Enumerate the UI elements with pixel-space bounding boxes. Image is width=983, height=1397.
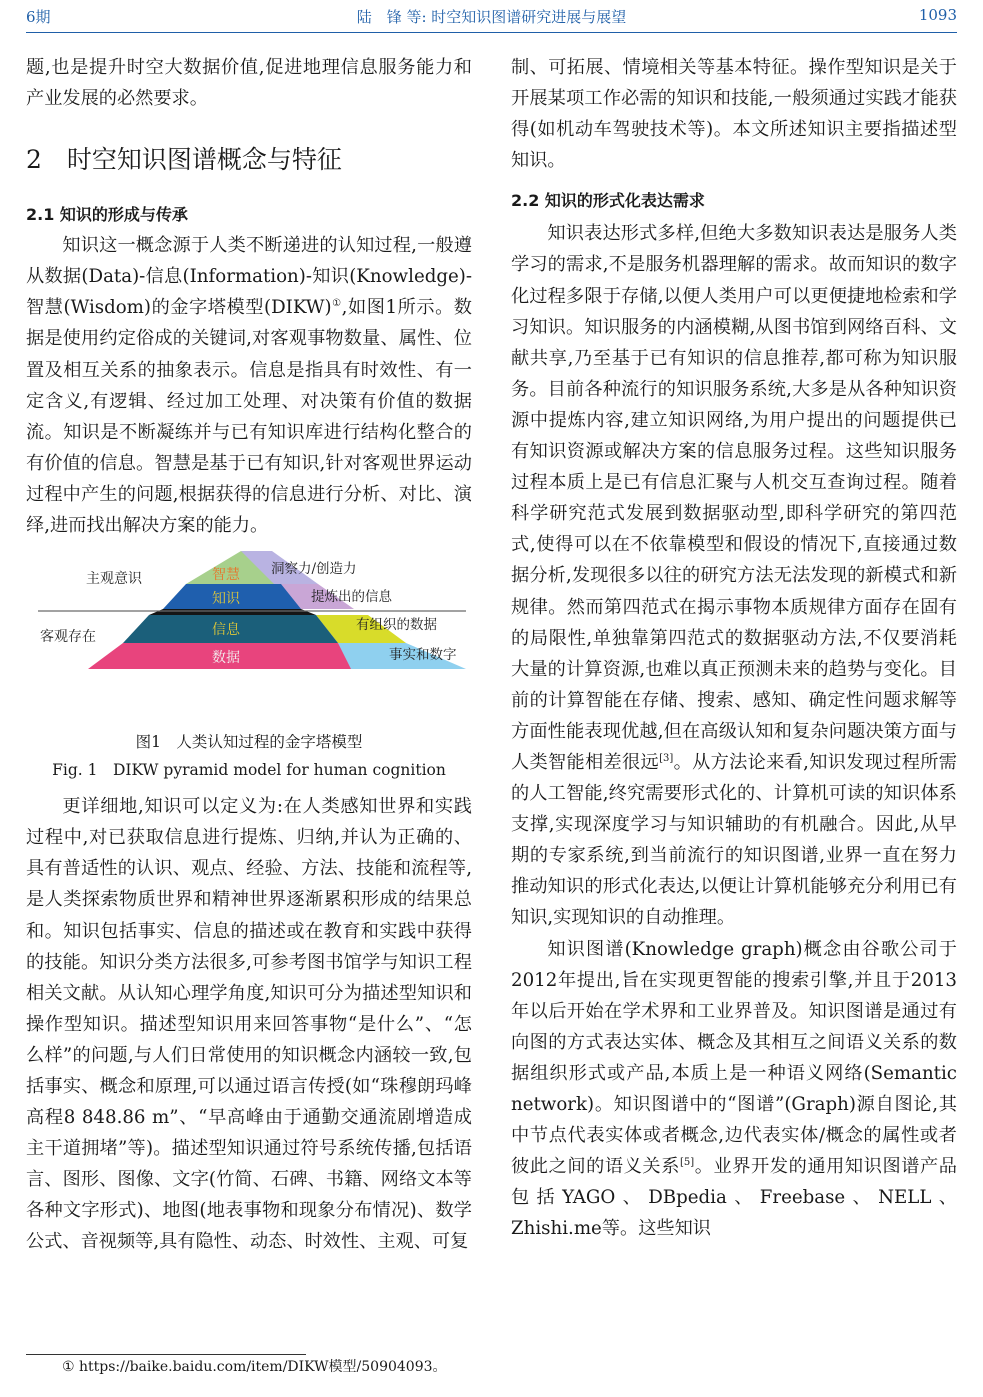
paragraph-formal-text-b: 。从方法论来看,知识发现过程所需的人工智能,终究需要形式化的、计算机可读的知识体系支撑,实现深度学习与知识辅助的有机融合。因此,从早期的专家系统,到当前流行的知识图谱,业界一直在努力推动知识的形式化表达,以便让计算机能够充分利用已有知识,实现知识的自动推理。 xyxy=(511,751,957,929)
label-objective: 客观存在 xyxy=(40,629,96,646)
desc-data: 事实和数字 xyxy=(389,647,457,664)
page-number: 1093 xyxy=(918,6,957,24)
paragraph-continued: 题,也是提升时空大数据价值,促进地理信息服务能力和产业发展的必然要求。 xyxy=(26,57,472,110)
paragraph-formal-expression xyxy=(511,218,957,933)
right-column xyxy=(511,52,957,1244)
level-knowledge-label: 知识 xyxy=(212,591,240,608)
citation-5[interactable]: [5] xyxy=(679,1157,695,1169)
left-column xyxy=(26,52,472,1258)
figure-caption-cn: 图1 人类认知过程的金字塔模型 xyxy=(135,733,363,752)
paragraph-dikw-text-b: ,如图1所示。数据是使用约定俗成的关键词,对客观事物数量、属性、位置及相互关系的抽象表示。信息是指具有时效性、有一定含义,有逻辑、经过加工处理、对决策有价值的数据流。知识是不断凝练并与已有知识库进行结构化整合的有价值的信息。智慧是基于已有知识,针对客观世界运动过程中产生的问题,根据获得的信息进行分析、对比、演绎,进而找出解决方案的能力。 xyxy=(26,297,472,537)
paragraph-continued-right: 制、可拓展、情境相关等基本特征。操作型知识是关于开展某项工作必需的知识和技能,一般须通过实践才能获得(如机动车驾驶技术等)。本文所述知识主要指描述型知识。 xyxy=(511,57,957,172)
separator-band xyxy=(149,609,316,615)
subsection-2-2-title: 2.2 知识的形式化表达需求 xyxy=(511,191,705,211)
paragraph-formal-text-a: 知识表达形式多样,但绝大多数知识表达是服务人类学习的需求,不是服务机器理解的需求。故而知识的数字化过程多限于存储,以便人类用户可以更便捷地检索和学习知识。知识服务的内涵模糊,从图书馆到网络百科、文献共享,乃至基于已有知识的信息推荐,都可称为知识服务。目前各种流行的知识服务系统,大多是从各种知识资源中提炼内容,建立知识网络,为用户提出的问题提供已有知识资源或解决方案的信息服务过程。这些知识服务过程本质上是已有信息汇聚与人机交互查询过程。随着科学研究范式发展到数据驱动型,即科学研究的第四范式,使得可以在不依靠模型和假设的情况下,直接通过数据分析,发现很多以往的研究方法无法发现的新模式和新规律。然而第四范式在揭示事物本质规律方面存在固有的局限性,单独靠第四范式的数据驱动方法,不仅要消耗大量的计算资源,也难以真正预测未来的趋势与变化。目前的计算智能在存储、搜索、感知、确定性问题求解等方面性能表现优越,但在高级认知和复杂问题决策方面与人类智能相差很远 xyxy=(511,223,957,773)
paragraph-kg-text-a: 知识图谱(Knowledge graph)概念由谷歌公司于2012年提出,旨在实现更智能的搜索引擎,并且于2013年以后开始在学术界和工业界普及。知识图谱是通过有向图的方式表达实体、概念及其相互之间语义关系的数据组织形式或产品,本质上是一种语义网络(Semantic network)。知识图谱中的“图谱”(Graph)源自图论,其中节点代表实体或者概念,边代表实体/概念的属性或者彼此之间的语义关系 xyxy=(511,938,957,1178)
running-header xyxy=(26,0,957,33)
citation-3[interactable]: [3] xyxy=(659,752,674,764)
level-information-label: 信息 xyxy=(212,622,240,639)
footnote-marker[interactable]: ① xyxy=(331,298,342,310)
paragraph-dikw-text-a: 知识这一概念源于人类不断递进的认知过程,一般遵从数据(Data)-信息(Information)-知识(Knowledge)-智慧(Wisdom)的金字塔模型(DIKW) xyxy=(26,235,472,319)
label-subjective: 主观意识 xyxy=(86,571,142,588)
paragraph-knowledge-definition: 更详细地,知识可以定义为:在人类感知世界和实践过程中,对已获取信息进行提炼、归纳,并认为正确的、具有普适性的认识、观点、经验、方法、技能和流程等,是人类探索物质世界和精神世界逐渐累积形成的结果总和。知识包括事实、信息的描述或在教育和实践中获得的技能。知识分类方法很多,可参考图书馆学与知识工程相关文献。从认知心理学角度,知识可分为描述型知识和操作型知识。描述型知识用来回答事物“是什么”、“怎么样”的问题,与人们日常使用的知识概念内涵较一致,包括事实、概念和原理,可以通过语言传授(如“珠穆朗玛峰高程8 848.86 m”、“早高峰由于通勤交通流剧增造成主干道拥堵”等)。描述型知识通过符号系统传播,包括语言、图形、图像、文字(竹简、石碑、书籍、网络文本等各种文字形式)、地图(地表事物和现象分布情况)、数学公式、音视频等,具有隐性、动态、时效性、主观、可复 xyxy=(26,796,472,1253)
section-2-title: 2 时空知识图谱概念与特征 xyxy=(26,145,342,175)
figure-caption-en: Fig. 1 DIKW pyramid model for human cognition xyxy=(52,761,446,780)
figure-1 xyxy=(26,551,472,791)
dikw-pyramid-diagram xyxy=(26,551,472,731)
footnote-rule xyxy=(26,1354,306,1355)
footnote[interactable]: ① https://baike.baidu.com/item/DIKW模型/50904093。 xyxy=(62,1359,447,1375)
issue-label: 6期 xyxy=(26,8,51,26)
desc-knowledge: 提炼出的信息 xyxy=(311,589,392,606)
desc-information: 有组织的数据 xyxy=(356,617,437,634)
level-wisdom-label: 智慧 xyxy=(212,567,240,584)
running-title: 陆 锋 等: 时空知识图谱研究进展与展望 xyxy=(356,8,627,26)
paragraph-dikw xyxy=(26,230,472,541)
level-data-label: 数据 xyxy=(212,650,240,667)
paragraph-kg-text-b: 。业界开发的通用知识图谱产品包括YAGO、DBpedia、Freebase、NELL、Zhishi.me等。这些知识 xyxy=(511,1156,957,1240)
subsection-2-1-title: 2.1 知识的形成与传承 xyxy=(26,205,188,225)
desc-wisdom: 洞察力/创造力 xyxy=(271,561,357,578)
paragraph-knowledge-graph xyxy=(511,934,957,1245)
